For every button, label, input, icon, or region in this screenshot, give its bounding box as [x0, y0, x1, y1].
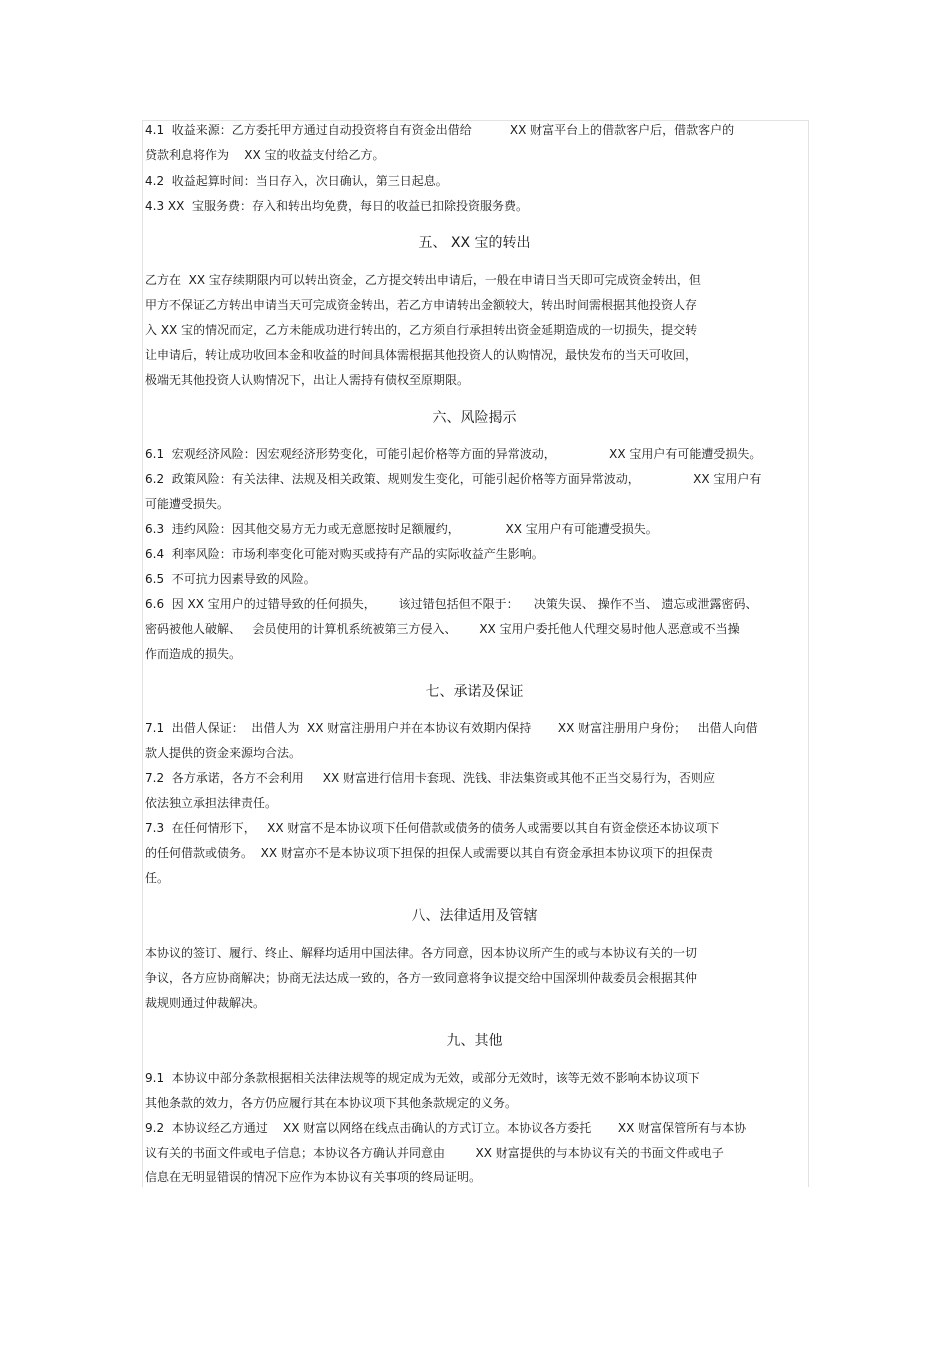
section-5-line-2: 甲方不保证乙方转出申请当天可完成资金转出，若乙方申请转出金额较大，转出时间需根据其他投资人存: [145, 298, 698, 312]
clause-6-4: 6.4 利率风险：市场利率变化可能对购买或持有产品的实际收益产生影响。: [145, 547, 544, 561]
clause-4-2: 4.2 收益起算时间：当日存入，次日确认，第三日起息。: [145, 174, 448, 188]
section-5-line-1: 乙方在 XX 宝存续期限内可以转出资金，乙方提交转出申请后，一般在申请日当天即可完成资金转出，但: [145, 273, 701, 287]
section-8-title: 八、法律适用及管辖: [411, 908, 538, 924]
section-8-line-2: 争议，各方应协商解决；协商无法达成一致的，各方一致同意将争议提交给中国深圳仲裁委员会根据其仲: [145, 971, 698, 985]
clause-7-3-line-3: 任。: [145, 871, 170, 885]
clause-9-1-line-1: 9.1 本协议中部分条款根据相关法律法规等的规定成为无效，或部分无效时，该等无效不影响本协议项下: [145, 1071, 700, 1085]
clause-7-1-line-2: 款人提供的资金来源均合法。: [145, 746, 302, 760]
clause-6-2-line-1: 6.2 政策风险：有关法律、法规及相关政策、规则发生变化，可能引起价格等方面异常波动， XX 宝用户有: [145, 472, 762, 486]
clause-6-6-line-1: 6.6 因 XX 宝用户的过错导致的任何损失， 该过错包括但不限于： 决策失误、 操作不当、 遗忘或泄露密码、: [145, 597, 758, 611]
clause-7-1-line-1: 7.1 出借人保证： 出借人为 XX 财富注册用户并在本协议有效期内保持 XX 财富注册用户身份； 出借人向借: [145, 721, 758, 735]
clause-6-3: 6.3 违约风险：因其他交易方无力或无意愿按时足额履约， XX 宝用户有可能遭受损失。: [145, 522, 658, 536]
section-5-line-5: 极端无其他投资人认购情况下，出让人需持有债权至原期限。: [145, 373, 470, 387]
section-9-title: 九、其他: [446, 1033, 503, 1049]
clause-9-2-line-3: 信息在无明显错误的情况下应作为本协议有关事项的终局证明。: [145, 1170, 482, 1184]
clause-7-3-line-1: 7.3 在任何情形下， XX 财富不是本协议项下任何借款或债务的债务人或需要以其自有资金偿还本协议项下: [145, 821, 720, 835]
section-6-title: 六、风险揭示: [432, 410, 517, 426]
clause-7-2-line-1: 7.2 各方承诺，各方不会利用 XX 财富进行信用卡套现、洗钱、非法集资或其他不正当交易行为，否则应: [145, 771, 716, 785]
clause-6-2-line-2: 可能遭受损失。: [145, 497, 230, 511]
section-5-title: 五、 XX 宝的转出: [418, 235, 531, 251]
clause-6-6-line-3: 作而造成的损失。: [145, 647, 242, 661]
section-7-title: 七、承诺及保证: [425, 684, 524, 700]
section-5-line-4: 让申请后，转让成功收回本金和收益的时间具体需根据其他投资人的认购情况，最快发布的当天可收回，: [145, 348, 698, 362]
clause-6-6-line-2: 密码被他人破解、 会员使用的计算机系统被第三方侵入、 XX 宝用户委托他人代理交易时他人恶意或不当操: [145, 622, 740, 636]
section-5-line-3: 入 XX 宝的情况而定，乙方未能成功进行转出的，乙方须自行承担转出资金延期造成的一切损失，提交转: [145, 323, 698, 337]
clause-9-2-line-2: 议有关的书面文件或电子信息；本协议各方确认并同意由 XX 财富提供的与本协议有关的书面文件或电子: [145, 1146, 724, 1160]
clause-7-2-line-2: 依法独立承担法律责任。: [145, 796, 278, 810]
clause-7-3-line-2: 的任何借款或债务。 XX 财富亦不是本协议项下担保的担保人或需要以其自有资金承担本协议项下的担保责: [145, 846, 713, 860]
clause-9-1-line-2: 其他条款的效力，各方仍应履行其在本协议项下其他条款规定的义务。: [145, 1096, 518, 1110]
clause-4-1-line-1: 4.1 收益来源：乙方委托甲方通过自动投资将自有资金出借给 XX 财富平台上的借款客户后，借款客户的: [145, 123, 735, 137]
clause-9-2-line-1: 9.2 本协议经乙方通过 XX 财富以网络在线点击确认的方式订立。本协议各方委托 XX 财富保管所有与本协: [145, 1121, 747, 1135]
clause-4-3: 4.3 XX 宝服务费：存入和转出均免费，每日的收益已扣除投资服务费。: [145, 199, 528, 213]
clause-6-5: 6.5 不可抗力因素导致的风险。: [145, 572, 316, 586]
clause-6-1: 6.1 宏观经济风险：因宏观经济形势变化，可能引起价格等方面的异常波动， XX 宝用户有可能遭受损失。: [145, 447, 762, 461]
clause-4-1-line-2: 贷款利息将作为 XX 宝的收益支付给乙方。: [145, 148, 385, 162]
section-8-line-1: 本协议的签订、履行、终止、解释均适用中国法律。各方同意，因本协议所产生的或与本协议有关的一切: [145, 946, 698, 960]
section-8-line-3: 裁规则通过仲裁解决。: [145, 996, 266, 1010]
